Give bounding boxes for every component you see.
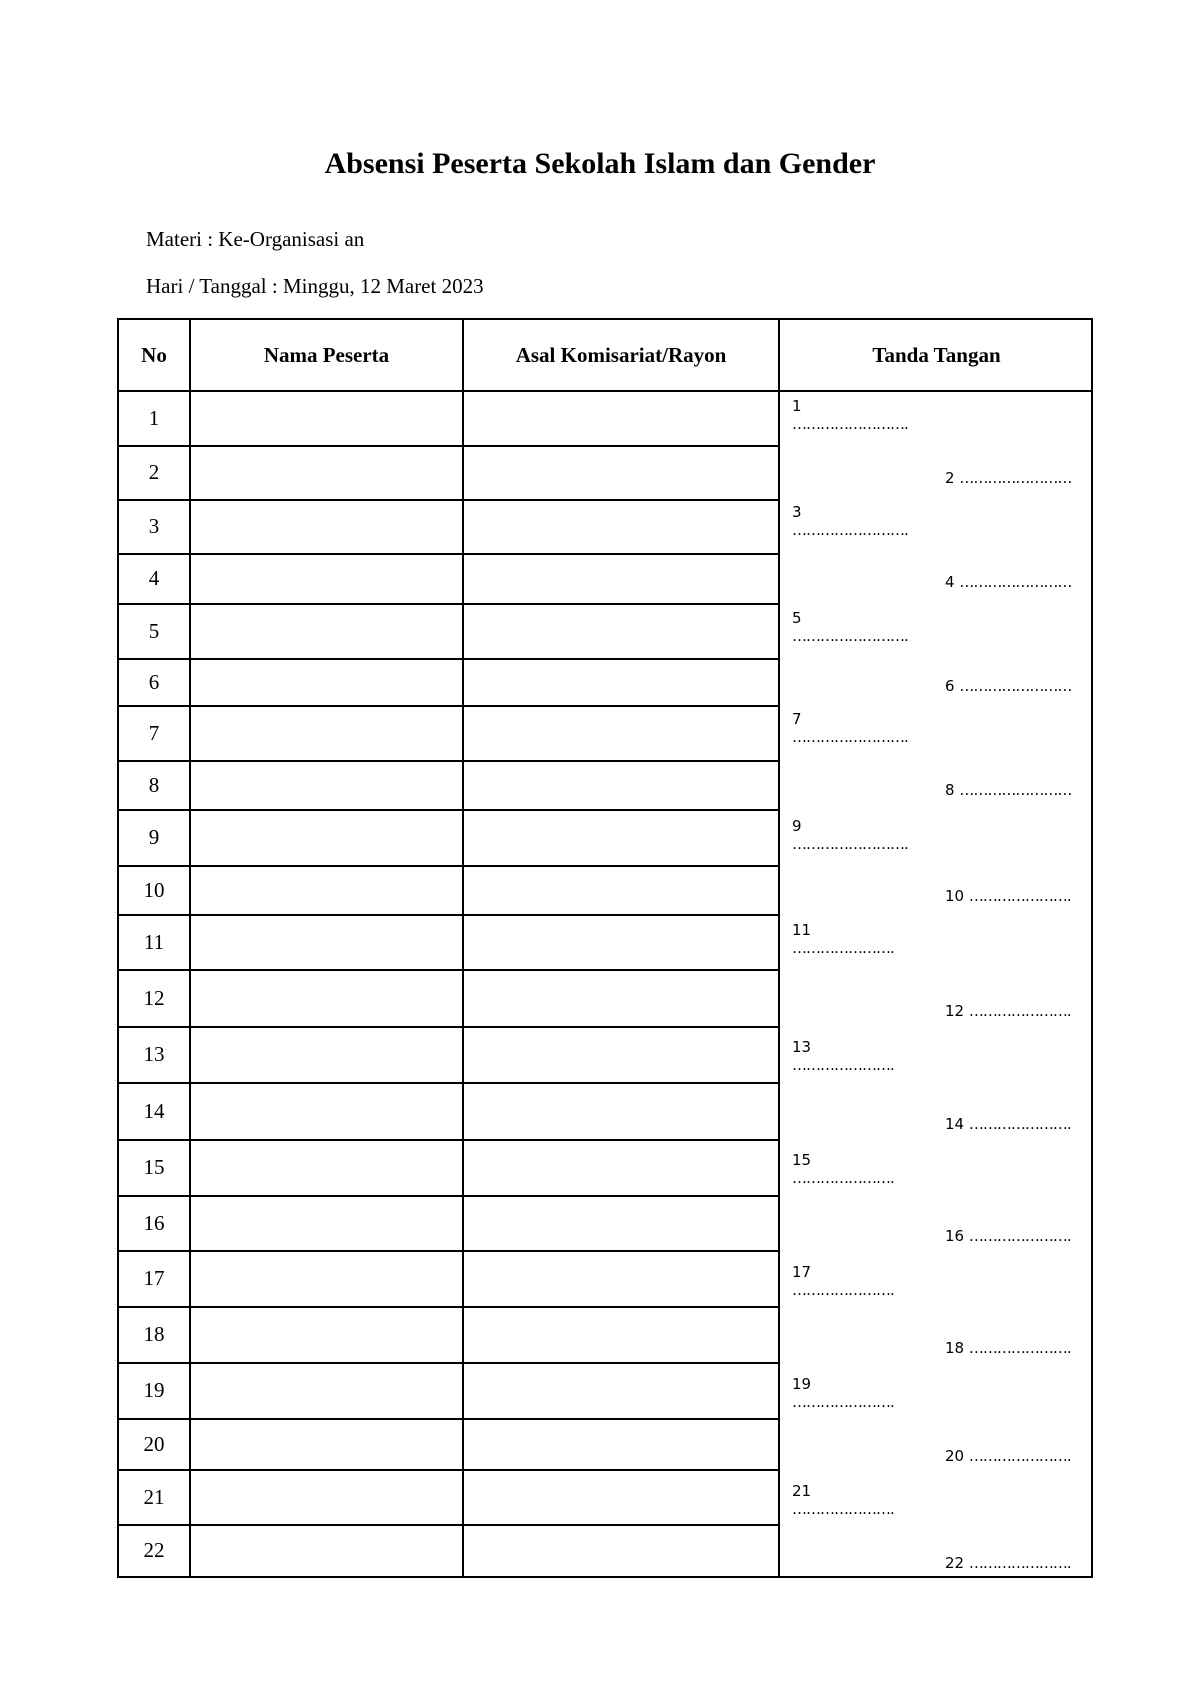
signature-number: 20 — [945, 1447, 965, 1465]
table-header-row — [119, 320, 1091, 392]
row-divider — [119, 1026, 780, 1028]
column-divider — [462, 320, 464, 1576]
materi-line: Materi : Ke-Organisasi an — [146, 227, 365, 251]
signature-slot — [792, 1038, 894, 1074]
signature-slot — [792, 817, 908, 853]
signature-dotted-line: …………………. — [792, 939, 894, 957]
row-divider — [119, 1418, 780, 1420]
signature-number: 9 — [792, 817, 802, 835]
row-divider — [119, 760, 780, 762]
row-divider — [119, 1139, 780, 1141]
row-number: 19 — [143, 1378, 165, 1402]
row-divider — [119, 1082, 780, 1084]
signature-slot — [945, 1227, 1071, 1245]
signature-dotted-line: …………………… — [959, 781, 1072, 799]
column-divider — [189, 320, 191, 1576]
signature-slot — [945, 781, 1071, 799]
row-number: 12 — [143, 986, 165, 1010]
row-divider — [119, 1362, 780, 1364]
row-number: 3 — [148, 514, 160, 538]
signature-slot — [792, 1375, 894, 1411]
signature-dotted-line: ……………………. — [792, 728, 908, 746]
signature-dotted-line: …………………… — [959, 573, 1072, 591]
signature-dotted-line: …………………. — [792, 1500, 894, 1518]
signature-number: 21 — [792, 1482, 812, 1500]
signature-slot — [945, 1554, 1071, 1572]
signature-dotted-line: ……………………. — [792, 627, 908, 645]
signature-number: 12 — [945, 1002, 965, 1020]
signature-number: 11 — [792, 921, 812, 939]
row-number: 20 — [143, 1432, 165, 1456]
row-number: 1 — [148, 406, 160, 430]
signature-number: 10 — [945, 887, 965, 905]
document-title: Absensi Peserta Sekolah Islam dan Gender — [324, 147, 876, 180]
signature-dotted-line: …………………… — [959, 677, 1072, 695]
row-number: 15 — [143, 1155, 165, 1179]
signature-slot — [792, 921, 894, 957]
signature-number: 6 — [945, 677, 955, 695]
signature-number: 15 — [792, 1151, 812, 1169]
row-divider — [119, 1524, 780, 1526]
row-number: 4 — [148, 566, 160, 590]
row-divider — [119, 1195, 780, 1197]
row-divider — [119, 553, 780, 555]
signature-number: 13 — [792, 1038, 812, 1056]
row-divider — [119, 603, 780, 605]
row-divider — [119, 705, 780, 707]
signature-dotted-line: …………………. — [968, 1002, 1071, 1020]
signature-number: 14 — [945, 1115, 965, 1133]
column-divider — [778, 320, 780, 1576]
attendance-table — [117, 318, 1093, 1578]
row-divider — [119, 1250, 780, 1252]
row-number: 6 — [148, 670, 160, 694]
row-divider — [119, 969, 780, 971]
signature-slot — [792, 503, 908, 539]
row-number: 18 — [143, 1322, 165, 1346]
signature-slot — [792, 1482, 894, 1518]
signature-dotted-line: ……………………. — [792, 521, 908, 539]
signature-slot — [945, 573, 1071, 591]
signature-slot — [945, 1002, 1071, 1020]
signature-dotted-line: …………………. — [792, 1281, 894, 1299]
date-line: Hari / Tanggal : Minggu, 12 Maret 2023 — [146, 274, 484, 298]
row-divider — [119, 865, 780, 867]
signature-dotted-line: …………………. — [968, 1339, 1071, 1357]
row-divider — [119, 1469, 780, 1471]
row-divider — [119, 658, 780, 660]
signature-number: 4 — [945, 573, 955, 591]
signature-dotted-line: …………………. — [792, 1393, 894, 1411]
signature-slot — [945, 1339, 1071, 1357]
signature-slot — [792, 397, 908, 433]
signature-number: 5 — [792, 609, 802, 627]
row-number: 21 — [143, 1485, 165, 1509]
row-number: 16 — [143, 1211, 165, 1235]
signature-number: 22 — [945, 1554, 965, 1572]
row-divider — [119, 499, 780, 501]
header-nama-peserta: Nama Peserta — [263, 342, 390, 367]
row-number: 17 — [143, 1266, 165, 1290]
row-divider — [119, 1306, 780, 1308]
signature-dotted-line: …………………. — [968, 1227, 1071, 1245]
signature-dotted-line: …………………. — [792, 1056, 894, 1074]
signature-slot — [945, 469, 1071, 487]
signature-dotted-line: …………………. — [968, 1554, 1071, 1572]
signature-number: 19 — [792, 1375, 812, 1393]
signature-dotted-line: ……………………. — [792, 835, 908, 853]
signature-slot — [792, 1151, 894, 1187]
row-number: 11 — [143, 930, 165, 954]
row-divider — [119, 914, 780, 916]
signature-number: 7 — [792, 710, 802, 728]
signature-slot — [945, 677, 1071, 695]
signature-slot — [792, 710, 908, 746]
signature-dotted-line: …………………. — [968, 1447, 1071, 1465]
signature-number: 2 — [945, 469, 955, 487]
row-number: 13 — [143, 1042, 165, 1066]
signature-slot — [945, 887, 1071, 905]
row-number: 7 — [148, 721, 160, 745]
signature-number: 8 — [945, 781, 955, 799]
header-asal-komisariat: Asal Komisariat/Rayon — [515, 342, 727, 367]
signature-number: 18 — [945, 1339, 965, 1357]
signature-dotted-line: …………………. — [792, 1169, 894, 1187]
row-number: 10 — [143, 878, 165, 902]
row-number: 14 — [143, 1099, 165, 1123]
row-number: 8 — [148, 773, 160, 797]
signature-number: 1 — [792, 397, 802, 415]
signature-slot — [945, 1115, 1071, 1133]
signature-slot — [945, 1447, 1071, 1465]
row-divider — [119, 445, 780, 447]
signature-slot — [792, 1263, 894, 1299]
header-tanda-tangan: Tanda Tangan — [872, 342, 1001, 367]
row-number: 5 — [148, 619, 160, 643]
row-number: 2 — [148, 460, 160, 484]
signature-number: 3 — [792, 503, 802, 521]
signature-dotted-line: …………………. — [968, 1115, 1071, 1133]
signature-dotted-line: …………………… — [959, 469, 1072, 487]
signature-number: 17 — [792, 1263, 812, 1281]
signature-dotted-line: …………………. — [968, 887, 1071, 905]
row-divider — [119, 809, 780, 811]
signature-dotted-line: ……………………. — [792, 415, 908, 433]
row-number: 9 — [148, 825, 160, 849]
signature-number: 16 — [945, 1227, 965, 1245]
signature-slot — [792, 609, 908, 645]
header-no: No — [141, 342, 167, 367]
row-number: 22 — [143, 1538, 165, 1562]
